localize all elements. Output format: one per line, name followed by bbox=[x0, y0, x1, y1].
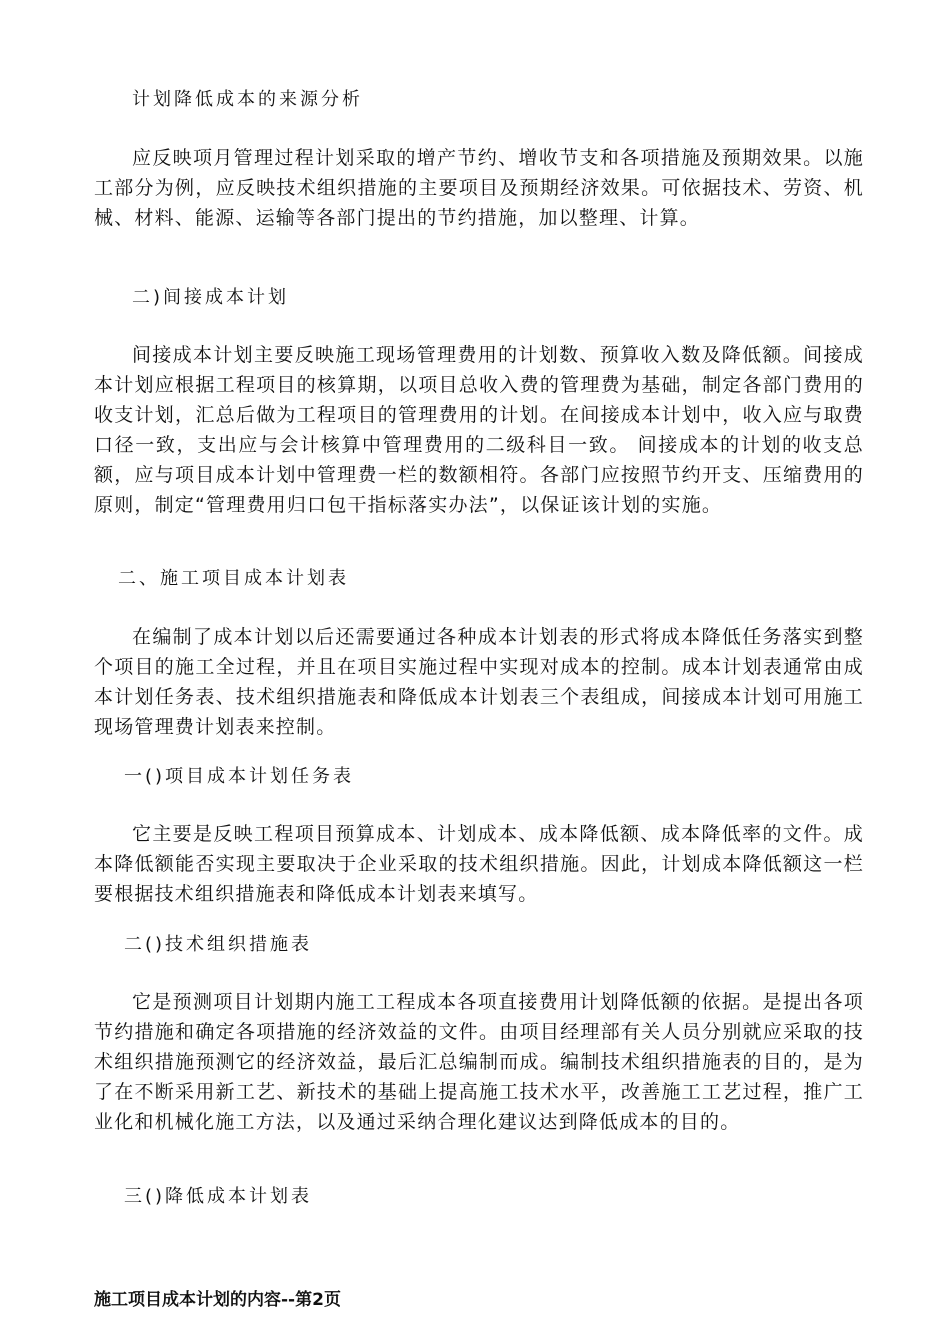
section-heading-cost-reduction-source: 计划降低成本的来源分析 bbox=[132, 89, 363, 110]
paragraph-cost-plan-task-table: 它主要是反映工程项目预算成本、计划成本、成本降低额、成本降低率的文件。成本降低额能否实现主要取决于企业采取的技术组织措施。因此，计划成本降低额这一栏要根据技术组织措施表和降低成本计划表来填写。 bbox=[94, 823, 864, 905]
section-heading-cost-reduction-plan-table: 三()降低成本计划表 bbox=[124, 1186, 313, 1207]
section-heading-cost-plan-task-table: 一()项目成本计划任务表 bbox=[124, 766, 355, 787]
section-heading-cost-plan-tables: 二、施工项目成本计划表 bbox=[118, 568, 349, 589]
paragraph-indirect-cost-plan: 间接成本计划主要反映施工现场管理费用的计划数、预算收入数及降低额。间接成本计划应根据工程项目的核算期，以项目总收入费的管理费为基础，制定各部门费用的收支计划，汇总后做为工程项目的管理费用的计划。在间接成本计划中，收入应与取费口径一致，支出应与会计核算中管理费用的二级科目一致。 间接成本的计划的收支总额，应与项目成本计划中管理费一栏的数额相符。各部门应按照节约开支、压缩费用的原则，制定“管理费用归口包干指标落实办法”，以保证该计划的实施。 bbox=[94, 344, 864, 516]
paragraph-technical-measures-table: 它是预测项目计划期内施工工程成本各项直接费用计划降低额的依据。是提出各项节约措施和确定各项措施的经济效益的文件。由项目经理部有关人员分别就应采取的技术组织措施预测它的经济效益，最后汇总编制而成。编制技术组织措施表的目的，是为了在不断采用新工艺、新技术的基础上提高施工技术水平，改善施工工艺过程，推广工业化和机械化施工方法，以及通过采纳合理化建议达到降低成本的目的。 bbox=[94, 991, 864, 1133]
paragraph-cost-reduction-source: 应反映项月管理过程计划采取的增产节约、增收节支和各项措施及预期效果。以施工部分为例，应反映技术组织措施的主要项目及预期经济效果。可依据技术、劳资、机械、材料、能源、运输等各部门提出的节约措施，加以整理、计算。 bbox=[94, 147, 864, 229]
section-heading-technical-measures-table: 二()技术组织措施表 bbox=[124, 934, 313, 955]
section-heading-indirect-cost-plan: 二)间接成本计划 bbox=[132, 287, 290, 308]
paragraph-cost-plan-tables: 在编制了成本计划以后还需要通过各种成本计划表的形式将成本降低任务落实到整个项目的施工全过程，并且在项目实施过程中实现对成本的控制。成本计划表通常由成本计划任务表、技术组织措施表和降低成本计划表三个表组成，间接成本计划可用施工现场管理费计划表来控制。 bbox=[94, 626, 864, 738]
page-footer: 施工项目成本计划的内容--第2页 bbox=[94, 1290, 341, 1310]
